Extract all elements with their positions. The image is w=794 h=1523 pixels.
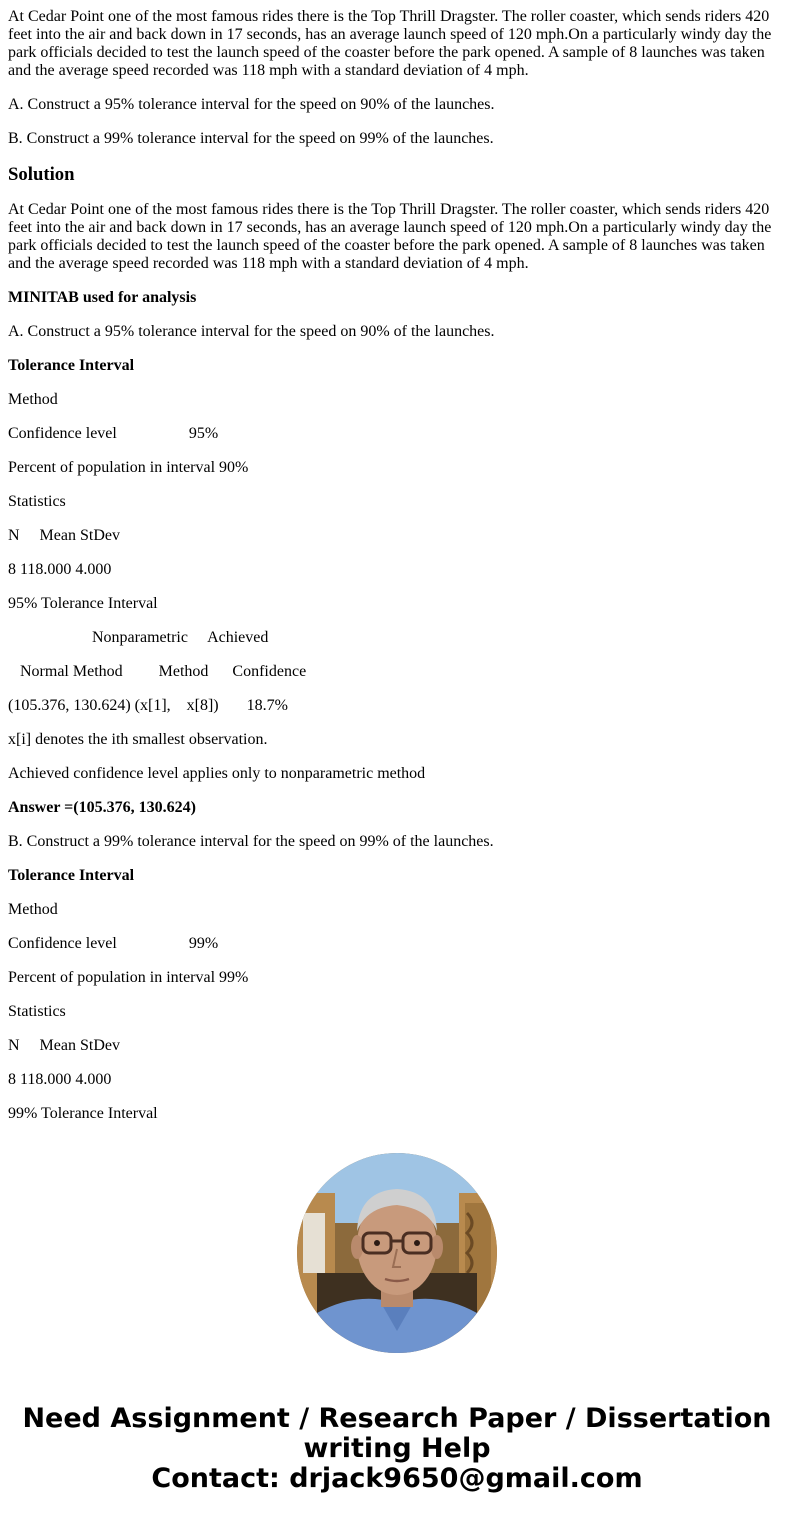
question-part-a: A. Construct a 95% tolerance interval for the speed on 90% of the launches.: [8, 96, 495, 113]
solution-intro: At Cedar Point one of the most famous rides there is the Top Thrill Dragster. The roller coaster, which sends riders 420 feet into the air and back down in 17 seconds, has an average launch speed of 120 mph.On a particularly windy day the park officials decided to test the launch speed of the coaster before the park opened. A sample of 8 launches was taken and the average speed recorded was 118 mph with a standard deviation of 4 mph.: [8, 201, 772, 272]
cta-line-1: Need Assignment / Research Paper / Dissertation: [22, 1403, 772, 1434]
part-b-stats-header: N Mean StDev: [8, 1037, 120, 1054]
part-a-answer: Answer =(105.376, 130.624): [8, 799, 196, 816]
contact-banner: [0, 1404, 794, 1494]
solution-heading: Solution: [8, 164, 75, 185]
part-a-table-row: (105.376, 130.624) (x[1], x[8]) 18.7%: [8, 697, 288, 714]
part-b-stats-row: 8 118.000 4.000: [8, 1071, 112, 1088]
cta-contact-email[interactable]: Contact: drjack9650@gmail.com: [151, 1463, 643, 1494]
part-b-interval-title: 99% Tolerance Interval: [8, 1105, 158, 1122]
part-b-question: B. Construct a 99% tolerance interval for the speed on 99% of the launches.: [8, 833, 494, 850]
part-a-note-1: x[i] denotes the ith smallest observation.: [8, 731, 268, 748]
question-part-b: B. Construct a 99% tolerance interval for the speed on 99% of the launches.: [8, 130, 494, 147]
part-a-statistics: Statistics: [8, 493, 66, 510]
part-b-method: Method: [8, 901, 58, 918]
software-note: MINITAB used for analysis: [8, 289, 197, 306]
part-a-stats-row: 8 118.000 4.000: [8, 561, 112, 578]
part-b-percent-population: Percent of population in interval 99%: [8, 969, 249, 986]
person-photo-icon: [297, 1153, 497, 1353]
document-content: [8, 8, 786, 1122]
part-a-table-header-2: Normal Method Method Confidence: [8, 663, 307, 680]
question-intro: At Cedar Point one of the most famous rides there is the Top Thrill Dragster. The roller coaster, which sends riders 420 feet into the air and back down in 17 seconds, has an average launch speed of 120 mph.On a particularly windy day the park officials decided to test the launch speed of the coaster before the park opened. A sample of 8 launches was taken and the average speed recorded was 118 mph with a standard deviation of 4 mph.: [8, 8, 772, 79]
part-a-method: Method: [8, 391, 58, 408]
cta-line-2: writing Help: [303, 1433, 491, 1464]
part-a-percent-population: Percent of population in interval 90%: [8, 459, 249, 476]
part-a-table-header-1: Nonparametric Achieved: [8, 629, 269, 646]
part-a-confidence-level: Confidence level 95%: [8, 425, 219, 442]
part-a-interval-title: 95% Tolerance Interval: [8, 595, 158, 612]
part-b-title: Tolerance Interval: [8, 867, 135, 884]
part-b-confidence-level: Confidence level 99%: [8, 935, 219, 952]
part-a-note-2: Achieved confidence level applies only to nonparametric method: [8, 765, 426, 782]
part-a-title: Tolerance Interval: [8, 357, 135, 374]
part-a-stats-header: N Mean StDev: [8, 527, 120, 544]
part-b-statistics: Statistics: [8, 1003, 66, 1020]
part-a-question: A. Construct a 95% tolerance interval for the speed on 90% of the launches.: [8, 323, 495, 340]
